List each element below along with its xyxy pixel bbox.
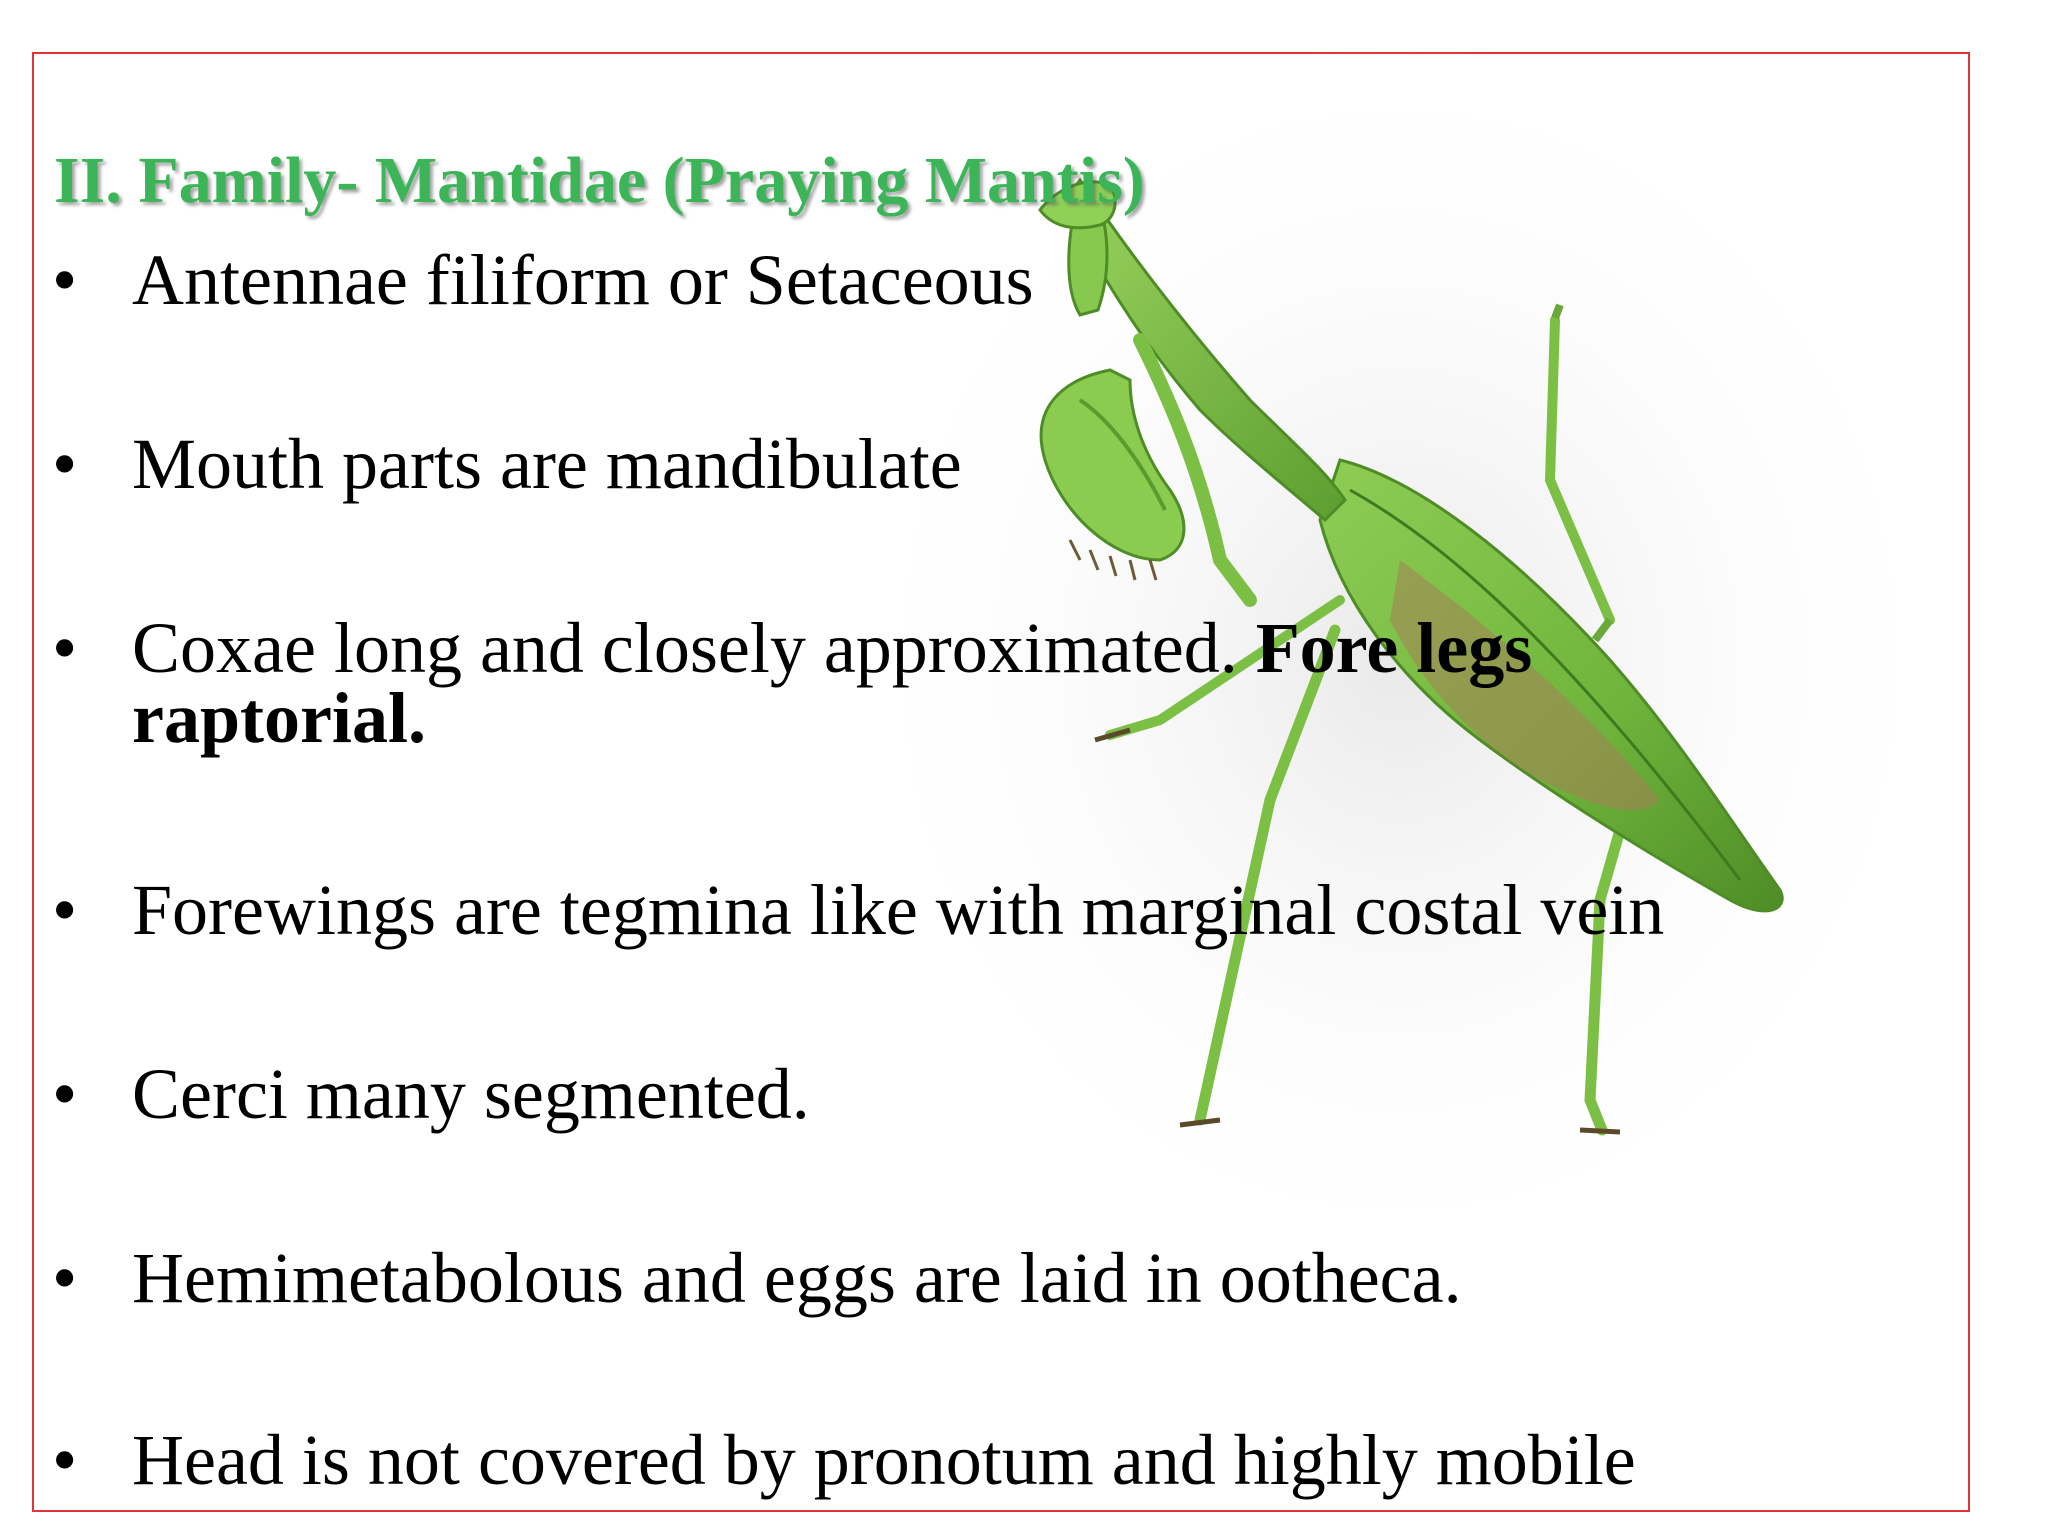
bullet-dot: • [52,608,78,688]
bullet-dot: • [52,424,78,504]
list-item [52,240,1752,320]
bullet-text-bold-line2: raptorial. [132,678,426,758]
bullet-text: Mouth parts are mandibulate [132,424,962,504]
list-item [52,1238,1752,1318]
bullet-text: Cerci many segmented. [132,1054,810,1134]
bullet-text: Antennae filiform or Setaceous [132,240,1034,320]
list-item [52,424,1752,504]
list-item [52,1054,1752,1134]
bullet-dot: • [52,1054,78,1134]
bullet-text-bold: Fore legs [1255,608,1533,688]
slide-title: II. Family- Mantidae (Praying Mantis) [54,144,1145,217]
bullet-text-regular: Coxae long and closely approximated. [132,608,1256,688]
list-item [52,608,1752,758]
bullet-dot: • [52,240,78,320]
bullet-dot: • [52,1238,78,1318]
bullet-text: Forewings are tegmina like with marginal costal vein [132,870,1665,950]
bullet-text: Hemimetabolous and eggs are laid in ootheca. [132,1238,1462,1318]
bullet-text [132,608,1752,688]
bullet-text: Head is not covered by pronotum and highly mobile [132,1420,1636,1500]
list-item [52,870,1752,950]
bullet-dot: • [52,1420,78,1500]
bullet-dot: • [52,870,78,950]
list-item [52,1420,1752,1500]
